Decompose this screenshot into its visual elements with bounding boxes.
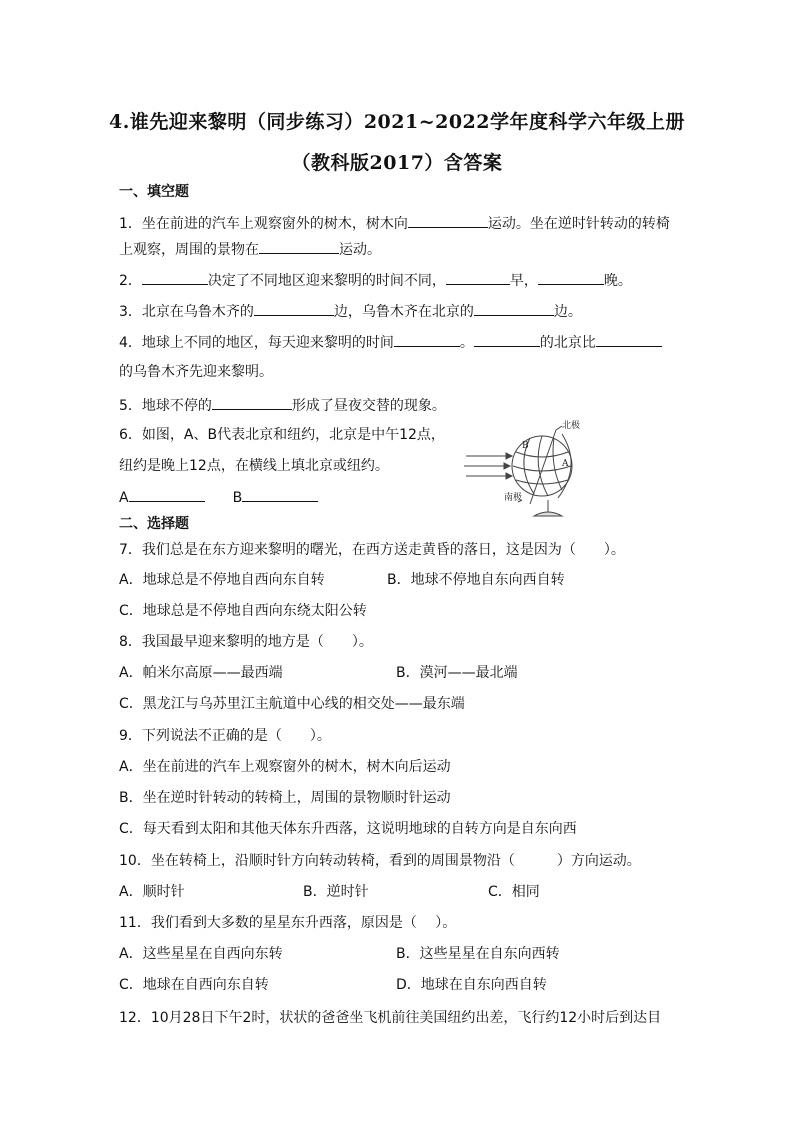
answer-blank-a[interactable] [129, 487, 205, 502]
question-6-answers: A B [119, 487, 318, 508]
question-5: 5．地球不停的 形成了昼夜交替的现象。 [119, 395, 446, 416]
question-8-options-ab [119, 663, 518, 683]
answer-blank-b[interactable] [242, 487, 318, 502]
option-b[interactable]: B．坐在逆时针转动的转椅上，周围的景物顺时针运动 [119, 790, 451, 806]
section-multiple-choice-heading: 二、选择题 [119, 516, 189, 532]
question-10-options [119, 882, 540, 902]
north-pole-label: 北极 [562, 421, 581, 431]
option-a[interactable]: A．坐在前进的汽车上观察窗外的树木，树木向后运动 [119, 759, 451, 775]
question-12-stem: 12．10月28日下午2时，状状的爸爸坐飞机前往美国纽约出差，飞行约12小时后到达目 [119, 1010, 662, 1026]
question-4-line-2: 的乌鲁木齐先迎来黎明。 [119, 364, 273, 380]
question-11-options-ab [119, 944, 560, 964]
answer-blank[interactable] [596, 332, 662, 347]
answer-blank[interactable] [446, 270, 510, 285]
option-c[interactable]: C．相同 [488, 884, 540, 900]
answer-blank[interactable] [408, 213, 488, 228]
answer-blank[interactable] [538, 270, 604, 285]
option-b[interactable]: B．这些星星在自东向西转 [396, 946, 560, 962]
question-6-line-2: 纽约是晚上12点，在横线上填北京或纽约。 [119, 458, 389, 474]
option-c[interactable]: C．地球总是不停地自西向东绕太阳公转 [119, 603, 367, 619]
option-c[interactable]: C．黑龙江与乌苏里江主航道中心线的相交处——最东端 [119, 696, 465, 712]
option-c[interactable]: C．地球在自西向东自转 [119, 977, 269, 993]
question-11-options-cd [119, 975, 547, 995]
question-6-line-1: 6．如图，A、B代表北京和纽约，北京是中午12点， [119, 427, 445, 443]
option-d[interactable]: D．地球在自东向西自转 [396, 977, 547, 993]
question-10-stem: 10．坐在转椅上，沿顺时针方向转动转椅，看到的周围景物沿（ ）方向运动。 [119, 853, 641, 869]
section-fill-blank-heading: 一、填空题 [119, 184, 189, 200]
south-pole-label: 南极 [504, 493, 523, 503]
page-title-line-1: 4.谁先迎来黎明（同步练习）2021~2022学年度科学六年级上册 [108, 111, 686, 133]
question-4-line-1: 4．地球上不同的地区，每天迎来黎明的时间 。 的北京比 [119, 332, 662, 353]
question-7-options-ab [119, 570, 565, 590]
option-b[interactable]: B．地球不停地自东向西自转 [387, 572, 565, 588]
answer-blank[interactable] [259, 239, 339, 254]
answer-blank[interactable] [474, 332, 540, 347]
option-a[interactable]: A．帕米尔高原——最西端 [119, 665, 283, 681]
question-8-stem: 8．我国最早迎来黎明的地方是（ ）。 [119, 634, 373, 650]
globe-figure [458, 414, 588, 524]
answer-blank[interactable] [142, 270, 208, 285]
option-a[interactable]: A．这些星星在自西向东转 [119, 946, 283, 962]
answer-blank[interactable] [394, 332, 460, 347]
question-3: 3．北京在乌鲁木齐的 边，乌鲁木齐在北京的 边。 [119, 301, 582, 322]
page-title-line-2: （教科版2017）含答案 [291, 152, 503, 174]
option-b[interactable]: B．漠河——最北端 [396, 665, 518, 681]
answer-blank[interactable] [474, 301, 554, 316]
point-a-label: A [562, 459, 569, 469]
option-a[interactable]: A．顺时针 [119, 884, 185, 900]
question-7-stem: 7．我们总是在东方迎来黎明的曙光，在西方送走黄昏的落日，这是因为（ ）。 [119, 542, 625, 558]
question-2: 2． 决定了不同地区迎来黎明的时间不同， 早， 晚。 [119, 270, 632, 291]
answer-blank[interactable] [212, 395, 292, 410]
option-a[interactable]: A．地球总是不停地自西向东自转 [119, 572, 325, 588]
question-1-line-1: 1．坐在前进的汽车上观察窗外的树木，树木向 运动。坐在逆时针转动的转椅 [119, 213, 670, 234]
point-b-label: B [522, 441, 529, 451]
option-c[interactable]: C．每天看到太阳和其他天体东升西落，这说明地球的自转方向是自东向西 [119, 821, 577, 837]
option-b[interactable]: B．逆时针 [303, 884, 369, 900]
question-9-stem: 9．下列说法不正确的是（ ）。 [119, 728, 331, 744]
question-11-stem: 11．我们看到大多数的星星东升西落，原因是（ ）。 [119, 915, 457, 931]
question-1-line-2: 上观察，周围的景物在 运动。 [119, 239, 381, 260]
answer-blank[interactable] [254, 301, 334, 316]
